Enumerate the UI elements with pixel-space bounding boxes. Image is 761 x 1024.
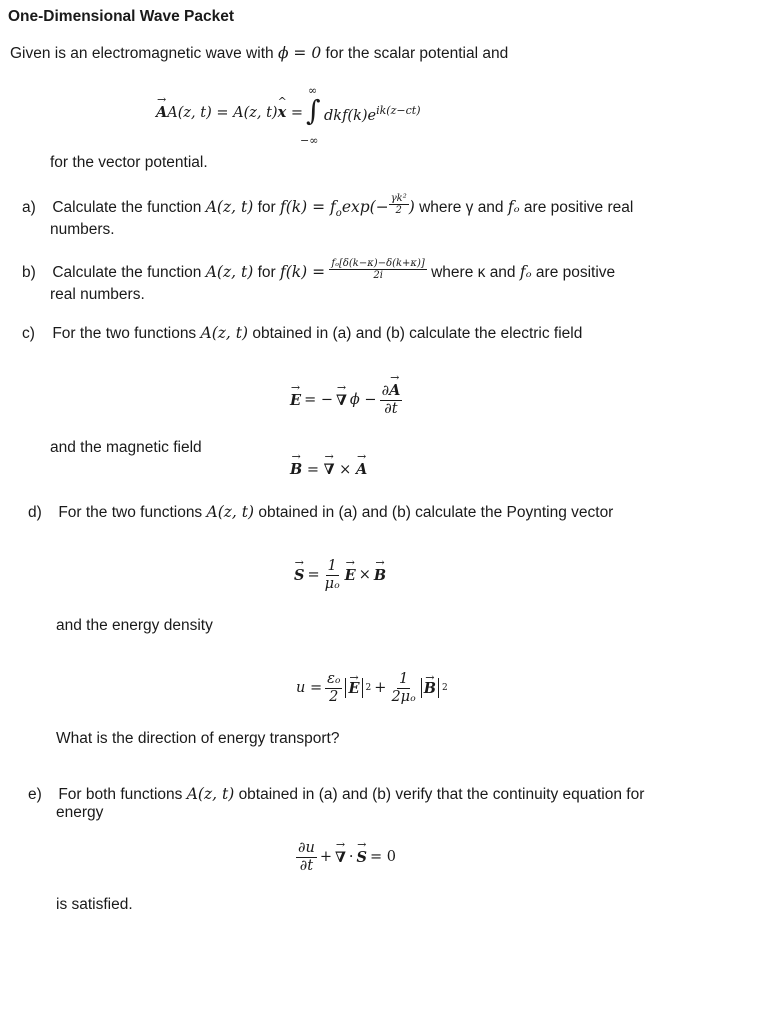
part-b-frac-den: 2i — [373, 270, 383, 282]
du-dt-fraction — [296, 840, 317, 874]
phi-equation: ϕ = 0 — [277, 44, 322, 62]
part-e-text2: obtained in (a) and (b) verify that the continuity equation for — [238, 786, 645, 803]
part-c-label: c) — [22, 325, 35, 342]
part-b-fraction — [329, 258, 426, 282]
eps-den: 2 — [329, 688, 339, 705]
part-b-label: b) — [22, 264, 36, 281]
u-vector-B: B → — [424, 678, 436, 700]
magnetic-field-equation — [290, 461, 367, 478]
abs-E — [345, 678, 362, 698]
part-e-line2: energy — [56, 804, 104, 821]
u-vector-E: E → — [348, 678, 359, 700]
page-title: One-Dimensional Wave Packet — [8, 8, 234, 25]
vp-lhs: A(z, t) = A(z, t) — [167, 105, 278, 121]
mu-den: 2μₒ — [391, 688, 416, 705]
e-eq-phi: ϕ − — [349, 392, 377, 409]
part-b-line2: real numbers. — [50, 286, 145, 303]
du-num: ∂u — [298, 840, 315, 856]
dA-den: ∂t — [384, 400, 398, 417]
part-a-frac-den: 2 — [395, 205, 402, 217]
part-e-line1 — [28, 785, 644, 804]
integral-lower-limit: −∞ — [300, 134, 319, 147]
part-c-func: A(z, t) — [200, 324, 249, 342]
integrand-text: dkf(k)e — [324, 107, 377, 124]
electric-field-equation — [290, 383, 402, 417]
intro-line — [10, 44, 508, 63]
part-a-text4: are positive real — [523, 199, 634, 216]
integral-sign-icon: ∫ — [306, 94, 321, 127]
b-eq-equals: = — [306, 462, 320, 478]
cont-vector-S: S → — [357, 849, 367, 866]
vector-potential-caption: for the vector potential. — [50, 154, 208, 171]
s-cross: × — [358, 567, 371, 584]
part-e-func: A(z, t) — [186, 785, 235, 803]
part-a-func: A(z, t) — [205, 198, 254, 216]
part-d-text1: For the two functions — [58, 504, 203, 521]
energy-density-caption: and the energy density — [56, 617, 213, 634]
integral-upper-limit: ∞ — [308, 84, 318, 97]
u-sq1: 2 — [365, 683, 372, 694]
magnetic-field-caption: and the magnetic field — [50, 439, 202, 456]
u-sq2: 2 — [441, 683, 448, 694]
nabla-symbol: ∇ → — [336, 392, 347, 409]
part-b-f0: fₒ — [519, 263, 532, 281]
cont-dot: · — [348, 849, 354, 866]
part-b-line1 — [22, 257, 616, 282]
part-a-line1: a) Calculate the function A(z, t) for $f(k) = f_o\exp(-$ $\frac{\text{γk²}}{2}$ ) where γ and fₒ are positive real — [22, 192, 634, 220]
b-cross: × — [339, 462, 352, 478]
intro-text-before: Given is an electromagnetic wave with — [10, 45, 274, 62]
part-d-label: d) — [28, 504, 42, 521]
b-nabla: ∇ → — [324, 461, 335, 478]
energy-density-equation — [296, 671, 448, 705]
mu-num: 1 — [398, 671, 409, 687]
part-b-text3: where κ and — [431, 264, 516, 281]
s-eq-equals: = — [307, 567, 320, 584]
du-den: ∂t — [299, 857, 314, 874]
part-a-label: a) — [22, 199, 36, 216]
u-lhs: u = — [296, 680, 323, 697]
s-vector-B: B → — [374, 567, 386, 584]
vector-B: B → — [290, 461, 302, 478]
abs-B — [421, 678, 439, 698]
part-e-label: e) — [28, 786, 42, 803]
part-a-frac-num: γk² — [390, 192, 407, 204]
part-a-fraction — [389, 193, 409, 217]
part-d-line1 — [28, 503, 613, 522]
part-a-text1: Calculate the function — [52, 199, 202, 216]
closing-text: is satisfied. — [56, 896, 133, 913]
integrand-exponent: ik(z−ct) — [376, 104, 421, 117]
part-b-text2: for — [257, 264, 276, 281]
dA-num-A: A → — [389, 383, 400, 400]
part-a-f-lhs: f(k) = f — [279, 198, 336, 216]
part-d-text2: obtained in (a) and (b) calculate the Poynting vector — [258, 504, 614, 521]
dA-dt-fraction — [380, 383, 403, 417]
part-a-text3: where γ and — [419, 199, 504, 216]
eps-fraction — [325, 671, 342, 705]
e-eq-start: = − — [304, 392, 333, 409]
part-e-text1: For both functions — [58, 786, 183, 803]
vector-A: A → — [156, 104, 167, 121]
s-frac-den: μₒ — [324, 575, 340, 592]
intro-text-after: for the scalar potential and — [325, 45, 509, 62]
part-a-line2: numbers. — [50, 221, 115, 238]
one-over-mu-fraction — [323, 558, 342, 592]
part-b-frac-num: fₒ[δ(k−κ)−δ(k+κ)] — [331, 257, 425, 269]
mu-fraction — [389, 671, 417, 705]
energy-direction-question: What is the direction of energy transport? — [56, 730, 340, 747]
part-c-line1 — [22, 324, 582, 343]
continuity-equation — [296, 840, 396, 874]
vector-S: S → — [294, 567, 304, 584]
s-vector-E: E → — [345, 567, 356, 584]
b-vector-A: A → — [356, 461, 367, 478]
part-a-exp: exp(− — [341, 198, 389, 216]
poynting-equation — [294, 558, 386, 592]
vp-equals: = — [290, 105, 303, 121]
part-b-text1: Calculate the function — [52, 264, 202, 281]
dA-num-partial: ∂ — [381, 383, 390, 399]
part-b-text4: are positive — [535, 264, 616, 281]
u-plus: + — [374, 680, 387, 697]
part-b-f-lhs: f(k) = — [279, 263, 326, 281]
s-frac-num: 1 — [327, 558, 337, 574]
part-b-func: A(z, t) — [205, 263, 254, 281]
cont-nabla: ∇ → — [335, 849, 346, 866]
cont-rhs: = 0 — [370, 849, 396, 866]
part-a-close: ) — [408, 198, 415, 216]
part-a-f0: fₒ — [507, 198, 520, 216]
unit-vector-x: x ^ — [278, 104, 287, 121]
cont-plus: + — [319, 849, 332, 866]
vector-potential-equation — [156, 104, 303, 121]
part-d-func: A(z, t) — [206, 503, 255, 521]
integrand — [324, 104, 421, 124]
eps-num: εₒ — [327, 671, 341, 687]
part-c-text1: For the two functions — [52, 325, 197, 342]
vector-E: E → — [290, 392, 301, 409]
part-c-text2: obtained in (a) and (b) calculate the electric field — [252, 325, 583, 342]
part-a-text2: for — [257, 199, 276, 216]
